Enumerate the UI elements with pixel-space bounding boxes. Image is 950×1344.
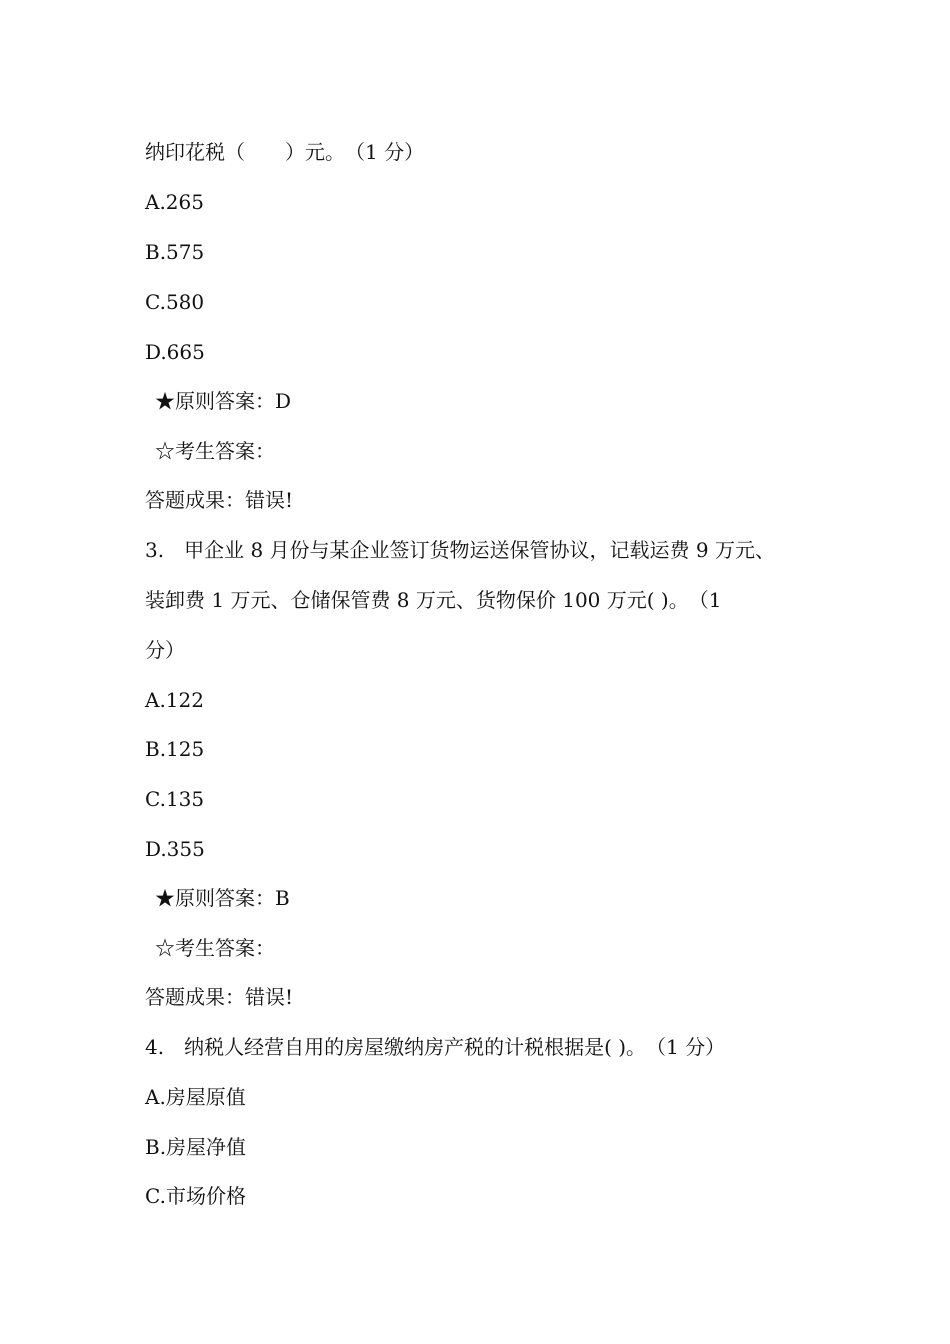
question-3-standard-answer: ★原则答案：B [155, 886, 290, 910]
question-3-stem-line-1: 3. 甲企业 8 月份与某企业签订货物运送保管协议，记载运费 9 万元、 [145, 538, 775, 562]
option-b: B.575 [145, 240, 205, 264]
question-3-stem-line-2: 装卸费 1 万元、仓储保管费 8 万元、货物保价 100 万元( )。 （1 [145, 588, 722, 612]
answer-result: 答题成果：错误! [145, 488, 294, 512]
option-d: D.665 [145, 340, 205, 364]
question-3-option-a: A.122 [145, 688, 204, 712]
option-a: A.265 [145, 190, 204, 214]
question-4-option-b: B.房屋净值 [145, 1135, 247, 1159]
student-answer: ☆考生答案： [155, 439, 275, 463]
question-4-option-c: C.市场价格 [145, 1184, 246, 1208]
option-c: C.580 [145, 290, 205, 314]
question-3-option-b: B.125 [145, 737, 205, 761]
question-4-option-a: A.房屋原值 [145, 1085, 246, 1109]
question-3-result: 答题成果：错误! [145, 985, 294, 1009]
question-3-stem-line-3: 分） [145, 638, 185, 662]
question-3-option-d: D.355 [145, 837, 205, 861]
question-3-option-c: C.135 [145, 787, 205, 811]
question-3-student-answer: ☆考生答案： [155, 936, 275, 960]
standard-answer: ★原则答案：D [155, 389, 292, 413]
question-4-stem: 4. 纳税人经营自用的房屋缴纳房产税的计税根据是( )。 （1 分） [145, 1035, 726, 1059]
question-stem-tail: 纳印花税（ ）元。 （1 分） [145, 140, 425, 164]
